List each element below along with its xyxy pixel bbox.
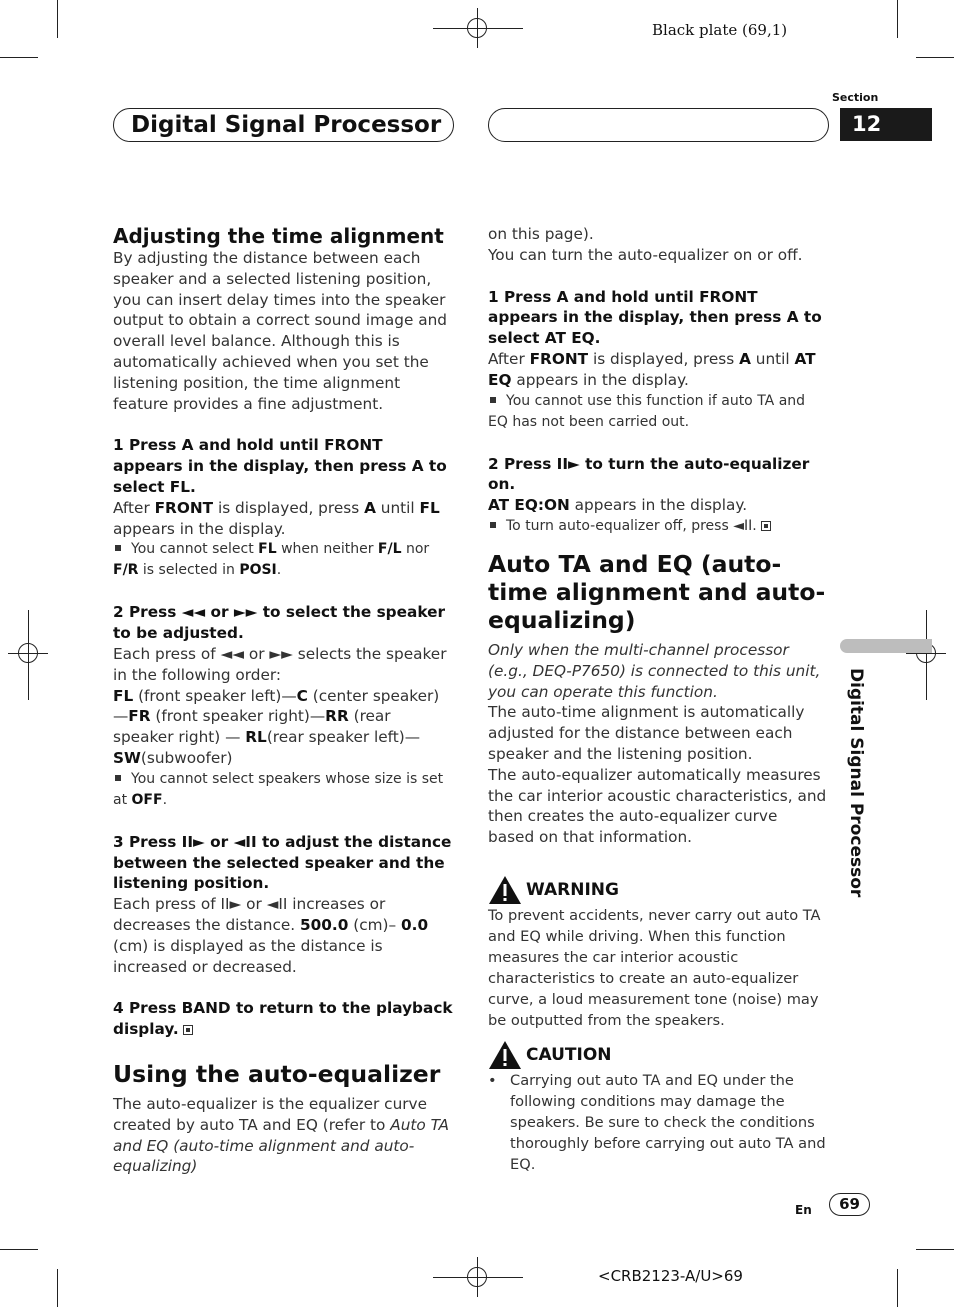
- page-language: En: [795, 1203, 812, 1217]
- crop-mark: [897, 0, 898, 38]
- warning-box: [488, 875, 828, 1031]
- registration-circle: [467, 18, 487, 38]
- auto-eq-toggle-text: You can turn the auto-equalizer on or off.: [488, 245, 803, 264]
- bullet-dot-icon: •: [488, 1072, 497, 1089]
- step2-note: You cannot select speakers whose size is set at OFF.: [113, 770, 444, 808]
- r-step2-title: 2 Press II► to turn the auto-equalizer on.: [488, 454, 810, 494]
- crop-mark: [57, 0, 58, 38]
- header-right-pill: [488, 108, 829, 142]
- auto-ta-condition: Only when the multi-channel processor (e.g., DEQ-P7650) is connected to this unit, you can operate this function.: [488, 641, 821, 701]
- crop-mark: [916, 1249, 954, 1250]
- warning-triangle-icon: [488, 875, 522, 905]
- time-alignment-heading: Adjusting the time alignment: [113, 224, 444, 248]
- caution-bullet: • Carrying out auto TA and EQ under the following conditions may damage the speakers. Be sure to check the conditions thoroughly before carrying out auto TA and EQ.: [488, 1072, 826, 1173]
- r-step2-body: AT EQ:ON appears in the display.: [488, 496, 748, 515]
- auto-ta-p2: The auto-equalizer automatically measures the car interior acoustic characteristics, and then creates the auto-equalizer curve based on that information.: [488, 765, 827, 847]
- left-column: [113, 224, 453, 1040]
- end-mark-icon: [183, 1025, 193, 1035]
- registration-circle: [18, 643, 38, 663]
- note-square-icon: [490, 522, 496, 528]
- auto-ta-p1: The auto-time alignment is automatically adjusted for the distance between each speaker and the listening position.: [488, 703, 805, 763]
- step3-title: 3 Press II► or ◄II to adjust the distance between the selected speaker and the listening position.: [113, 832, 452, 893]
- note-square-icon: [490, 397, 496, 403]
- section-number: 12: [840, 108, 932, 141]
- note-square-icon: [115, 775, 121, 781]
- crop-mark: [0, 57, 38, 58]
- r-step2-note: To turn auto-equalizer off, press ◄II.: [488, 516, 828, 537]
- warning-label: WARNING: [526, 879, 619, 900]
- crop-mark: [897, 1269, 898, 1307]
- step3-body: Each press of II► or ◄II increases or decreases the distance. 500.0 (cm)– 0.0 (cm) is displayed as the distance is increased or decreased.: [113, 895, 429, 976]
- step2-body: Each press of ◄◄ or ►► selects the speaker in the following order:: [113, 644, 447, 684]
- plate-label: Black plate (69,1): [652, 21, 788, 39]
- warning-text: To prevent accidents, never carry out auto TA and EQ while driving. When this function measures the car interior acoustic characteristics to create an auto-equalizer curve, a loud measurement tone (noise) may be outputted from the speakers.: [488, 907, 821, 1029]
- auto-ta-section: [488, 550, 828, 848]
- step4-title: 4 Press BAND to return to the playback display.: [113, 999, 453, 1039]
- time-alignment-intro: By adjusting the distance between each speaker and a selected listening position, you can insert delay times into the speaker output to obtain a correct sound image and overall level balance. Although this is automatically achieved when you set the listening position, the time alignment feature provides a fine adjustment.: [113, 249, 448, 413]
- crop-mark: [916, 57, 954, 58]
- right-column: [488, 224, 828, 537]
- note-square-icon: [115, 545, 121, 551]
- step1-note: You cannot select FL when neither F/L nor F/R is selected in POSI.: [113, 541, 430, 579]
- crop-mark: [0, 1249, 38, 1250]
- end-mark-icon: [761, 521, 771, 531]
- step1-title: 1 Press A and hold until FRONT appears in the display, then press A to select FL.: [113, 436, 447, 496]
- warning-head: [488, 875, 828, 905]
- step2-title: 2 Press ◄◄ or ►► to select the speaker to be adjusted.: [113, 603, 446, 643]
- page-number: 69: [829, 1193, 870, 1216]
- caution-label: CAUTION: [526, 1044, 612, 1065]
- auto-eq-section: [113, 1060, 453, 1177]
- step1-body: After FRONT is displayed, press A until FL appears in the display.: [113, 498, 440, 538]
- side-tab-label: Digital Signal Processor: [846, 668, 866, 898]
- speaker-order: FL (front speaker left)—C (center speaker)—FR (front speaker right)—RR (rear speaker right) — RL(rear speaker left)— SW(subwoofer): [113, 686, 440, 767]
- caution-head: [488, 1040, 828, 1070]
- r-step1-note: You cannot use this function if auto TA and EQ has not been carried out.: [488, 392, 806, 430]
- auto-eq-continued: on this page).: [488, 225, 594, 243]
- auto-eq-body: The auto-equalizer is the equalizer curve created by auto TA and EQ (refer to Auto TA and EQ (auto-time alignment and auto-equalizing): [113, 1095, 450, 1176]
- r-step1-body: After FRONT is displayed, press A until AT EQ appears in the display.: [488, 349, 816, 389]
- footer-code: <CRB2123-A/U>69: [598, 1267, 743, 1285]
- side-tab-bar: [840, 639, 932, 653]
- registration-circle: [467, 1267, 487, 1287]
- r-step1-title: 1 Press A and hold until FRONT appears in the display, then press A to select AT EQ.: [488, 287, 822, 348]
- caution-triangle-icon: [488, 1040, 522, 1070]
- header-title: Digital Signal Processor: [131, 112, 442, 138]
- section-label: Section: [832, 91, 879, 104]
- auto-eq-heading: Using the auto-equalizer: [113, 1060, 441, 1088]
- caution-box: [488, 1040, 828, 1175]
- auto-ta-heading: Auto TA and EQ (auto-time alignment and auto-equalizing): [488, 550, 826, 634]
- crop-mark: [57, 1269, 58, 1307]
